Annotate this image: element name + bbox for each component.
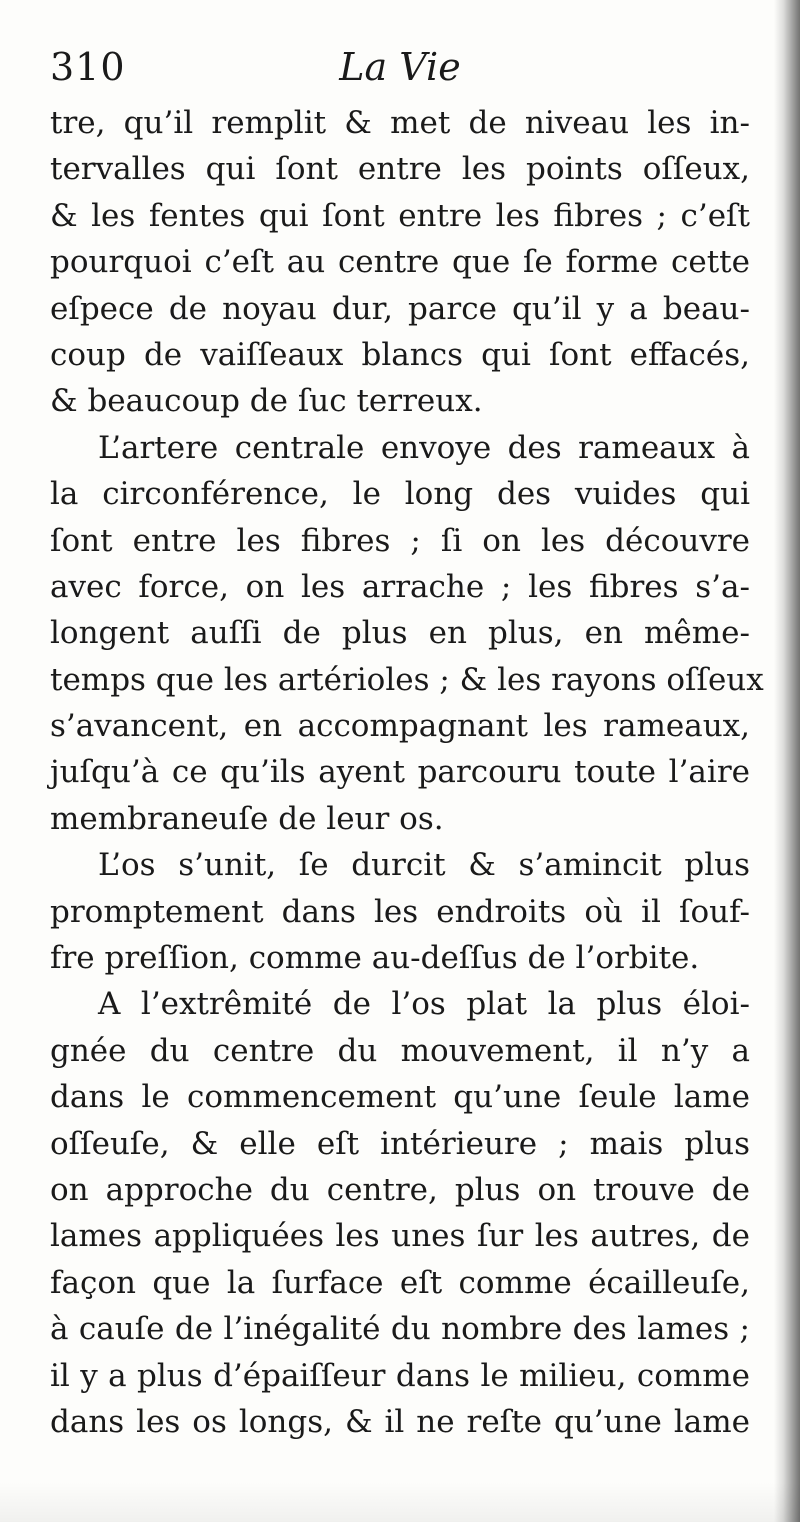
text-line: à cauſe de l’inégalité du nombre des lames ; [50,1311,750,1348]
text-line: eſpece de noyau dur, parce qu’il y a beau- [50,290,750,327]
text-line: s’avancent, en accompagnant les rameaux, [50,708,750,745]
page-bottom-shadow [0,1482,800,1522]
body-text [50,100,764,1445]
text-line: la circonférence, le long des vuides qui [50,476,750,513]
text-line: avec force, on les arrache ; les fibres s’a- [50,568,750,605]
text-line: coup de vaiſſeaux blancs qui ſont effacés, [50,336,750,373]
text-line: oſſeuſe, & elle eſt intérieure ; mais plus [50,1125,750,1162]
running-title: La Vie [339,45,461,89]
text-line: ſont entre les fibres ; ſi on les découvre [50,522,750,559]
text-line: il y a plus d’épaiſſeur dans le milieu, comme [50,1357,750,1394]
text-line: façon que la ſurface eſt comme écailleuſe, [50,1264,750,1301]
text-line: & beaucoup de ſuc terreux. [50,383,483,420]
text-line: A l’extrêmité de l’os plat la plus éloi- [98,986,750,1023]
page-number: 310 [50,45,126,89]
text-line: longent auſſi de plus en plus, en même- [50,615,750,652]
text-line: L’artere centrale envoye des rameaux à [98,429,750,466]
text-line: fre preſſion, comme au-deſſus de l’orbite. [50,940,700,977]
page-edge-shadow [774,0,800,1522]
text-line: & les fentes qui ſont entre les fibres ; c’eſt [50,197,750,234]
text-line: dans le commencement qu’une ſeule lame [50,1079,750,1116]
text-line: pourquoi c’eſt au centre que ſe forme cette [50,244,750,281]
text-line: lames appliquées les unes ſur les autres, de [50,1218,750,1255]
text-line: promptement dans les endroits où il ſouf- [50,893,750,930]
text-line: dans les os longs, & il ne reſte qu’une lame [50,1403,750,1440]
text-line: tervalles qui ſont entre les points oſſeux, [50,151,750,188]
text-line: L’os s’unit, ſe durcit & s’amincit plus [98,847,750,884]
page-header [50,42,750,92]
text-line: juſqu’à ce qu’ils ayent parcouru toute l’aire [50,754,750,791]
text-line: gnée du centre du mouvement, il n’y a [50,1032,750,1069]
text-line: tre, qu’il remplit & met de niveau les in- [50,105,750,141]
text-line: on approche du centre, plus on trouve de [50,1171,750,1208]
text-line: temps que les artérioles ; & les rayons oſſeux [50,661,764,698]
text-line: membraneuſe de leur os. [50,800,444,837]
